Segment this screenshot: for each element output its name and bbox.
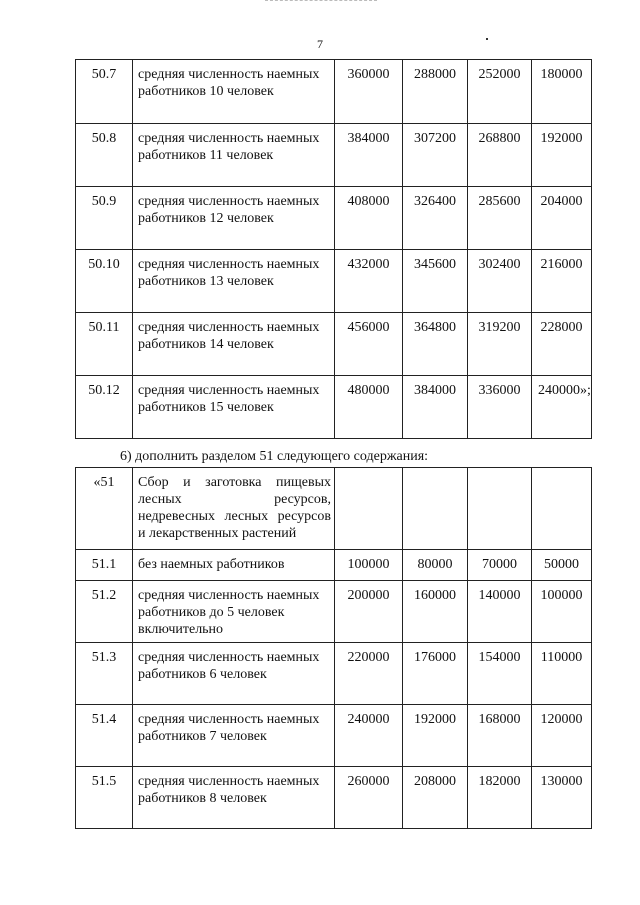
value-col-2: 176000	[403, 643, 468, 705]
insertion-instruction: 6) дополнить разделом 51 следующего содержания:	[120, 449, 429, 464]
table-row	[76, 705, 592, 767]
row-description: средняя численность наемных работников 12 человек	[133, 187, 335, 250]
row-description: средняя численность наемных работников 10 человек	[133, 60, 335, 124]
row-number: 51.1	[76, 550, 133, 581]
value-col-2: 345600	[403, 250, 468, 313]
row-description: средняя численность наемных работников 6 человек	[133, 643, 335, 705]
scan-top-mark	[265, 0, 377, 2]
row-description: средняя численность наемных работников 7 человек	[133, 705, 335, 767]
value-col-2: 326400	[403, 187, 468, 250]
value-col-2: 208000	[403, 767, 468, 829]
value-col-1: 100000	[335, 550, 403, 581]
value-col-2: 307200	[403, 124, 468, 187]
value-col-4: 50000	[532, 550, 592, 581]
section-number: «51	[76, 468, 133, 550]
section-title-line: Сбор и заготовка пищевых	[138, 475, 331, 490]
empty-cell	[403, 468, 468, 550]
value-col-4: 216000	[532, 250, 592, 313]
value-col-1: 480000	[335, 376, 403, 439]
fee-table-section-50	[75, 59, 592, 439]
value-col-2: 288000	[403, 60, 468, 124]
value-col-3: 268800	[468, 124, 532, 187]
value-col-1: 432000	[335, 250, 403, 313]
section-title	[133, 468, 335, 550]
table-row	[76, 550, 592, 581]
row-description: средняя численность наемных работников 15 человек	[133, 376, 335, 439]
value-col-1: 360000	[335, 60, 403, 124]
value-col-3: 140000	[468, 581, 532, 643]
value-col-2: 384000	[403, 376, 468, 439]
row-description: средняя численность наемных работников 8 человек	[133, 767, 335, 829]
value-col-2: 160000	[403, 581, 468, 643]
empty-cell	[468, 468, 532, 550]
section-title-line: лесных ресурсов,	[138, 492, 331, 507]
row-description: средняя численность наемных работников 11 человек	[133, 124, 335, 187]
value-col-1: 240000	[335, 705, 403, 767]
table-row	[76, 187, 592, 250]
value-col-4: 204000	[532, 187, 592, 250]
section-title-line: и лекарственных растений	[138, 526, 297, 541]
value-col-3: 168000	[468, 705, 532, 767]
value-col-3: 252000	[468, 60, 532, 124]
row-number: 50.10	[76, 250, 133, 313]
value-col-4: 110000	[532, 643, 592, 705]
value-col-1: 408000	[335, 187, 403, 250]
value-col-4: 228000	[532, 313, 592, 376]
table-row	[76, 250, 592, 313]
value-col-3: 285600	[468, 187, 532, 250]
value-col-4: 240000»;	[532, 376, 592, 439]
value-col-3: 182000	[468, 767, 532, 829]
row-number: 51.4	[76, 705, 133, 767]
value-col-4: 130000	[532, 767, 592, 829]
row-description: средняя численность наемных работников 13 человек	[133, 250, 335, 313]
table-row	[76, 581, 592, 643]
value-col-1: 456000	[335, 313, 403, 376]
row-number: 51.3	[76, 643, 133, 705]
value-col-1: 200000	[335, 581, 403, 643]
fee-table-section-51	[75, 467, 592, 829]
row-number: 50.9	[76, 187, 133, 250]
value-col-3: 336000	[468, 376, 532, 439]
value-col-4: 120000	[532, 705, 592, 767]
value-col-2: 192000	[403, 705, 468, 767]
table-row	[76, 60, 592, 124]
value-col-1: 260000	[335, 767, 403, 829]
row-description: средняя численность наемных работников до 5 человек включительно	[133, 581, 335, 643]
row-description: без наемных работников	[133, 550, 335, 581]
row-number: 50.12	[76, 376, 133, 439]
page-number: 7	[317, 37, 323, 51]
value-col-4: 180000	[532, 60, 592, 124]
table-row	[76, 124, 592, 187]
section-title-line: недревесных лесных ресурсов	[138, 509, 331, 524]
value-col-3: 302400	[468, 250, 532, 313]
value-col-3: 70000	[468, 550, 532, 581]
table-row	[76, 376, 592, 439]
empty-cell	[335, 468, 403, 550]
value-col-1: 220000	[335, 643, 403, 705]
row-description: средняя численность наемных работников 14 человек	[133, 313, 335, 376]
row-number: 50.7	[76, 60, 133, 124]
row-number: 50.8	[76, 124, 133, 187]
table-row	[76, 767, 592, 829]
value-col-4: 192000	[532, 124, 592, 187]
section-header-row	[76, 468, 592, 550]
value-col-2: 80000	[403, 550, 468, 581]
empty-cell	[532, 468, 592, 550]
table-row	[76, 313, 592, 376]
row-number: 51.5	[76, 767, 133, 829]
table-row	[76, 643, 592, 705]
value-col-2: 364800	[403, 313, 468, 376]
row-number: 50.11	[76, 313, 133, 376]
value-col-3: 319200	[468, 313, 532, 376]
row-number: 51.2	[76, 581, 133, 643]
value-col-4: 100000	[532, 581, 592, 643]
value-col-1: 384000	[335, 124, 403, 187]
value-col-3: 154000	[468, 643, 532, 705]
